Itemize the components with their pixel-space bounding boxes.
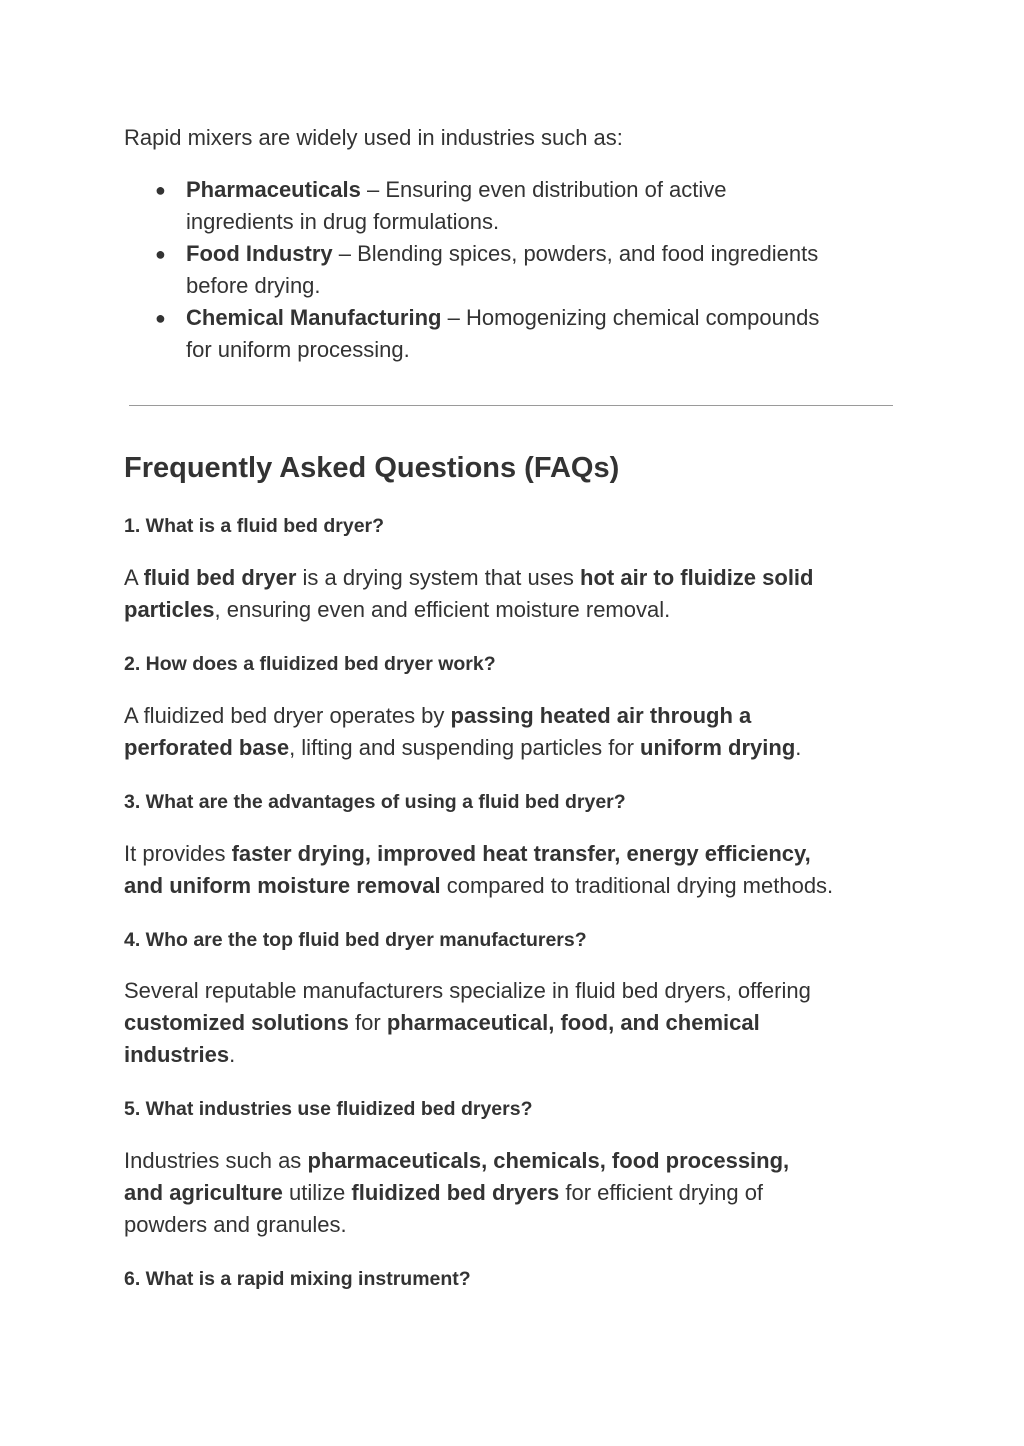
faq-question: 4. Who are the top fluid bed dryer manufacturers? <box>124 929 587 951</box>
list-item <box>124 302 904 366</box>
intro-paragraph: Rapid mixers are widely used in industries such as: <box>124 125 623 150</box>
bullet-text: ingredients in drug formulations. <box>186 209 500 234</box>
faq-answer <box>124 838 914 902</box>
answer-text: utilize <box>282 1180 352 1205</box>
faq-heading: Frequently Asked Questions (FAQs) <box>124 452 620 484</box>
answer-emphasis: hot air to fluidize solid <box>580 565 814 590</box>
bullet-term: Food Industry <box>186 241 333 266</box>
list-item <box>124 238 904 302</box>
faq-question: 5. What industries use fluidized bed dryers? <box>124 1098 533 1120</box>
answer-text: , lifting and suspending particles for <box>289 735 641 760</box>
answer-emphasis: uniform drying <box>640 735 796 760</box>
faq-question: 6. What is a rapid mixing instrument? <box>124 1268 471 1290</box>
answer-emphasis: pharmaceutical, food, and chemical <box>386 1010 760 1035</box>
answer-text: , ensuring even and efficient moisture removal. <box>214 597 671 622</box>
answer-text: A fluidized bed dryer operates by <box>124 703 451 728</box>
answer-text: for efficient drying of <box>559 1180 764 1205</box>
faq-question: 2. How does a fluidized bed dryer work? <box>124 653 496 675</box>
bullet-text: – Homogenizing chemical compounds <box>441 305 820 330</box>
answer-text: Industries such as <box>124 1148 308 1173</box>
bullet-text: before drying. <box>186 273 321 298</box>
bullet-icon: ● <box>155 308 166 328</box>
bullet-term: Pharmaceuticals <box>186 177 361 202</box>
answer-text: compared to traditional drying methods. <box>440 873 834 898</box>
answer-text: It provides <box>124 841 232 866</box>
faq-answer <box>124 975 914 1071</box>
answer-emphasis: customized solutions <box>124 1010 349 1035</box>
bullet-icon: ● <box>155 180 166 200</box>
answer-emphasis: faster drying, improved heat transfer, energy efficiency, <box>231 841 811 866</box>
faq-question: 3. What are the advantages of using a fluid bed dryer? <box>124 791 626 813</box>
horizontal-divider <box>129 405 893 406</box>
answer-text: A <box>124 565 144 590</box>
faq-answer <box>124 700 914 764</box>
answer-emphasis: pharmaceuticals, chemicals, food processing, <box>307 1148 790 1173</box>
answer-emphasis: passing heated air through a <box>450 703 752 728</box>
answer-emphasis: fluidized bed dryers <box>351 1180 560 1205</box>
answer-emphasis: and agriculture <box>124 1180 283 1205</box>
answer-text: . <box>795 735 802 760</box>
answer-emphasis: fluid bed dryer <box>143 565 297 590</box>
answer-emphasis: industries <box>124 1042 230 1067</box>
answer-emphasis: perforated base <box>124 735 290 760</box>
answer-text: is a drying system that uses <box>296 565 581 590</box>
faq-question: 1. What is a fluid bed dryer? <box>124 515 385 537</box>
bullet-text: for uniform processing. <box>186 337 410 362</box>
answer-text: powders and granules. <box>124 1212 347 1237</box>
answer-emphasis: particles <box>124 597 215 622</box>
answer-text: . <box>229 1042 236 1067</box>
answer-emphasis: and uniform moisture removal <box>124 873 441 898</box>
bullet-term: Chemical Manufacturing <box>186 305 442 330</box>
answer-text: for <box>348 1010 387 1035</box>
industry-list <box>124 174 904 366</box>
bullet-text: – Ensuring even distribution of active <box>360 177 727 202</box>
bullet-icon: ● <box>155 244 166 264</box>
faq-answer <box>124 1145 914 1241</box>
list-item <box>124 174 904 238</box>
faq-answer <box>124 562 914 626</box>
answer-text: Several reputable manufacturers specialize in fluid bed dryers, offering <box>124 978 811 1003</box>
bullet-text: – Blending spices, powders, and food ingredients <box>332 241 819 266</box>
